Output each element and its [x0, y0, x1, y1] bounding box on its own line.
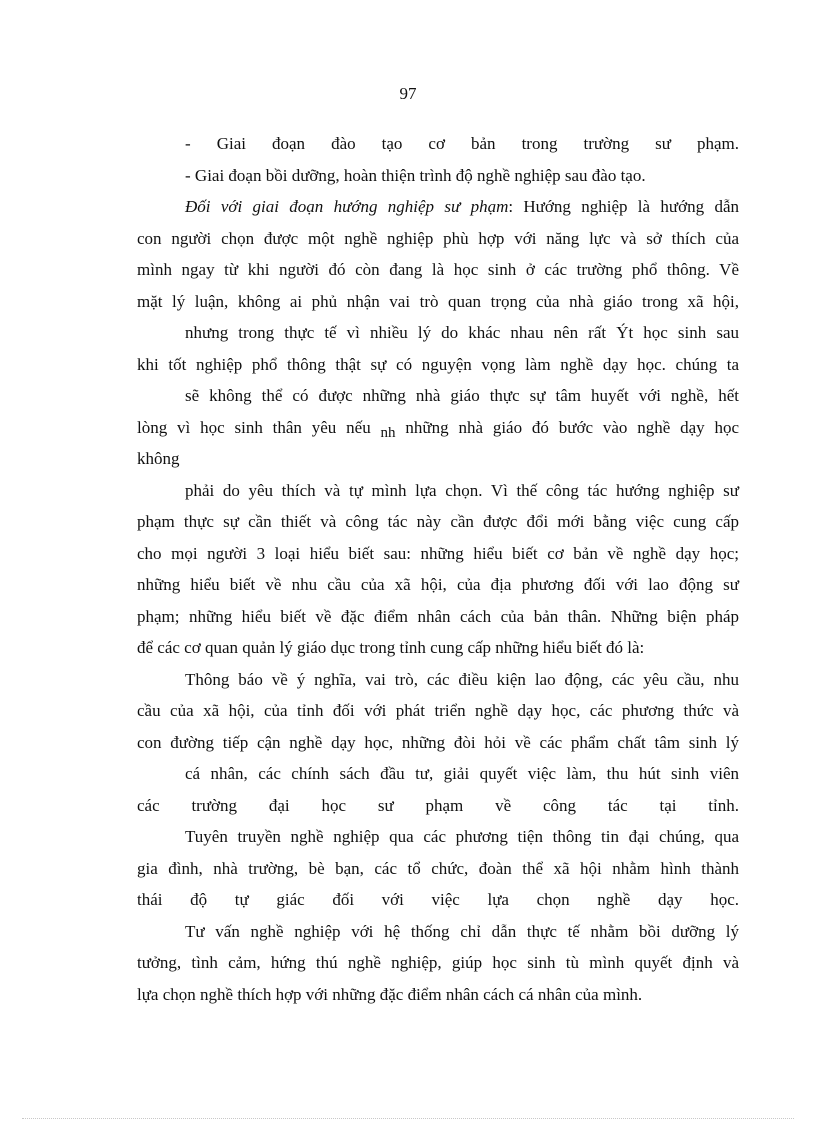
text-line: Tuyên truyền nghề nghiệp qua các phương tiện thông tin đại chúng, qua — [185, 827, 739, 846]
text-line: cho mọi người 3 loại hiểu biết sau: những hiểu biết cơ bản về nghề dạy học; — [137, 543, 739, 563]
text-line: lựa chọn nghề thích hợp với những đặc điểm nhân cách cá nhân của mình. — [137, 984, 643, 1004]
text-line: - Giai đoạn đào tạo cơ bản trong trường sư phạm. — [185, 134, 739, 153]
text-line: Tư vấn nghề nghiệp với hệ thống chỉ dẫn thực tế nhằm bồi dưỡng lý — [185, 921, 739, 941]
text-line: phải do yêu thích và tự mình lựa chọn. Vì thế công tác hướng nghiệp sư — [185, 480, 739, 500]
text-line: gia đình, nhà trường, bè bạn, các tổ chức, đoàn thể xã hội nhằm hình thành — [137, 858, 739, 878]
text-line: nhưng trong thực tế vì nhiều lý do khác nhau nên rất Ýt học sinh sau — [185, 323, 739, 342]
text-line: tưởng, tình cảm, hứng thú nghề nghiệp, giúp học sinh tù mình quyết định và — [137, 953, 739, 972]
stray-fragment: nh — [380, 424, 396, 441]
text-line: cá nhân, các chính sách đầu tư, giải quyết việc làm, thu hút sinh viên — [185, 764, 739, 783]
document-body — [137, 128, 739, 1010]
text-line: phạm; những hiểu biết về đặc điểm nhân cách của bản thân. Những biện pháp — [137, 606, 739, 626]
text-line: con đường tiếp cận nghề dạy học, những đòi hỏi về các phẩm chất tâm sinh lý — [137, 732, 739, 752]
text-line — [137, 412, 739, 444]
text-span: những nhà giáo đó bước vào nghề dạy học — [405, 417, 740, 437]
text-line: cầu của xã hội, của tỉnh đối với phát triển nghề dạy học, các phương thức và — [137, 701, 739, 720]
text-span: lòng vì học sinh thân yêu nếu — [137, 417, 371, 437]
text-span: : Hướng nghiệp là hướng dẫn — [508, 197, 739, 216]
text-line: - Giai đoạn bồi dưỡng, hoàn thiện trình độ nghề nghiệp sau đào tạo. — [185, 165, 646, 185]
text-line: sẽ không thể có được những nhà giáo thực sự tâm huyết với nghề, hết — [185, 386, 739, 405]
text-line: khi tốt nghiệp phổ thông thật sự có nguyện vọng làm nghề dạy học. chúng ta — [137, 354, 739, 374]
text-line: mặt lý luận, không ai phủ nhận vai trò quan trọng của nhà giáo trong xã hội, — [137, 291, 739, 311]
text-line: mình ngay từ khi người đó còn đang là học sinh ở các trường phổ thông. Về — [137, 260, 739, 279]
text-line: để các cơ quan quản lý giáo dục trong tỉnh cung cấp những hiểu biết đó là: — [137, 638, 645, 657]
text-line: những hiểu biết về nhu cầu của xã hội, của địa phương đối với lao động sư — [137, 575, 739, 594]
italic-heading: Đối với giai đoạn hướng nghiệp sư phạm — [185, 197, 509, 216]
text-line: con người chọn được một nghề nghiệp phù hợp với năng lực và sở thích của — [137, 228, 739, 248]
text-line: phạm thực sự cần thiết và công tác này cần được đổi mới bằng việc cung cấp — [137, 512, 739, 531]
text-line: thái độ tự giác đối với việc lựa chọn nghề dạy học. — [137, 890, 739, 909]
text-line: Thông báo về ý nghĩa, vai trò, các điều kiện lao động, các yêu cầu, nhu — [185, 669, 739, 689]
text-line — [137, 191, 739, 223]
text-line: các trường đại học sư phạm về công tác tại tỉnh. — [137, 795, 739, 815]
text-line: không — [137, 449, 180, 468]
footer-dotted-rule — [22, 1118, 794, 1119]
page-number: 97 — [399, 84, 417, 103]
